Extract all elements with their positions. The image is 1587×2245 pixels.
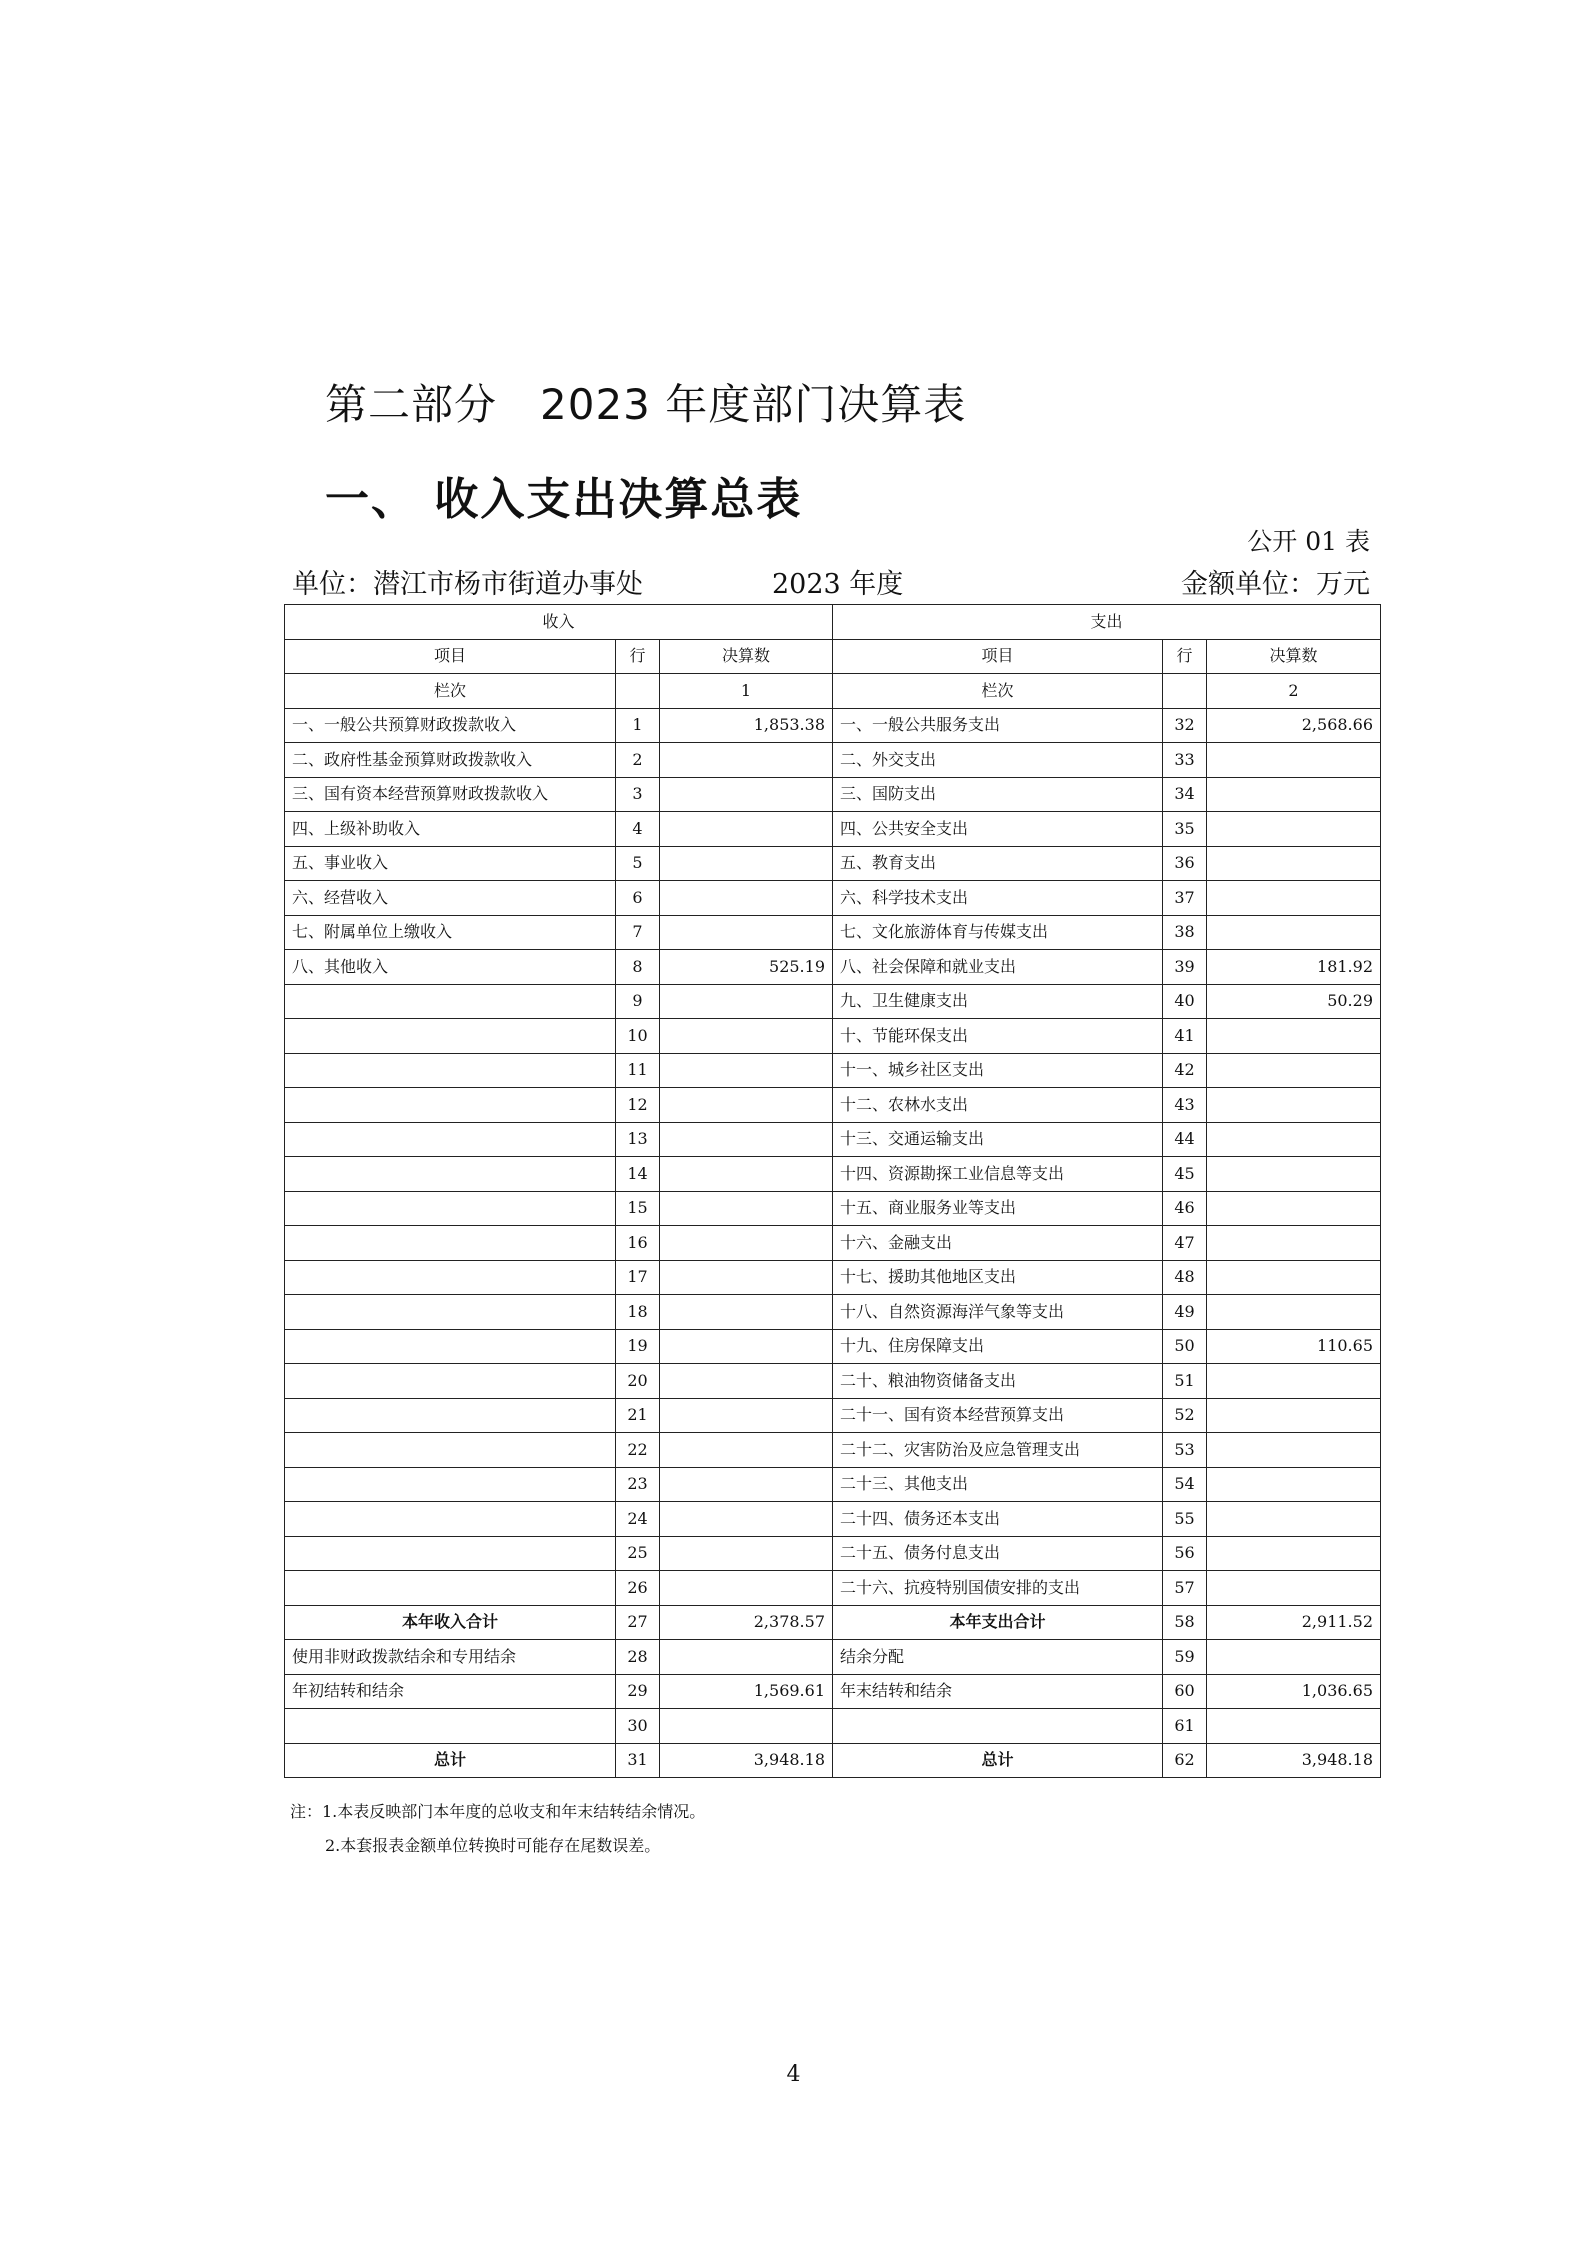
table-row — [285, 1019, 1381, 1054]
note-2: 2.本套报表金额单位转换时可能存在尾数误差。 — [325, 1836, 661, 1855]
expense-amount-cell — [1207, 1260, 1381, 1295]
expense-amount-cell — [1207, 1433, 1381, 1468]
column-number-row — [285, 674, 1381, 709]
table-row — [285, 1502, 1381, 1537]
income-item-cell: 一、一般公共预算财政拨款收入 — [285, 708, 616, 743]
income-line-cell: 8 — [616, 950, 660, 985]
expense-line-cell: 55 — [1163, 1502, 1207, 1537]
expense-item-cell: 十二、农林水支出 — [833, 1088, 1163, 1123]
expense-line-cell: 50 — [1163, 1329, 1207, 1364]
expense-line-cell: 34 — [1163, 777, 1207, 812]
expense-line-header: 行 — [1163, 639, 1207, 674]
table-row — [285, 1157, 1381, 1192]
table-row — [285, 777, 1381, 812]
expense-item-cell: 十一、城乡社区支出 — [833, 1053, 1163, 1088]
expense-group-header: 支出 — [833, 605, 1381, 640]
table-row — [285, 1122, 1381, 1157]
income-item-cell — [285, 1260, 616, 1295]
expense-line-cell: 35 — [1163, 812, 1207, 847]
expense-item-cell: 二十五、债务付息支出 — [833, 1536, 1163, 1571]
income-amount-cell: 2,378.57 — [660, 1605, 833, 1640]
income-amount-cell — [660, 1157, 833, 1192]
table-row — [285, 1433, 1381, 1468]
expense-amount-cell: 110.65 — [1207, 1329, 1381, 1364]
income-amount-cell — [660, 1709, 833, 1744]
expense-line-cell: 37 — [1163, 881, 1207, 916]
expense-line-cell: 39 — [1163, 950, 1207, 985]
income-line-cell: 30 — [616, 1709, 660, 1744]
expense-item-cell: 十四、资源勘探工业信息等支出 — [833, 1157, 1163, 1192]
table-row — [285, 984, 1381, 1019]
income-amount-cell — [660, 1053, 833, 1088]
expense-amount-cell: 2,568.66 — [1207, 708, 1381, 743]
unit-label: 单位：潜江市杨市街道办事处 — [292, 569, 643, 600]
expense-amount-cell: 3,948.18 — [1207, 1743, 1381, 1778]
income-line-cell: 1 — [616, 708, 660, 743]
income-line-cell: 13 — [616, 1122, 660, 1157]
income-line-cell: 31 — [616, 1743, 660, 1778]
expense-line-cell: 58 — [1163, 1605, 1207, 1640]
table-row — [285, 1709, 1381, 1744]
expense-line-cell: 32 — [1163, 708, 1207, 743]
expense-amount-cell — [1207, 881, 1381, 916]
expense-amount-cell — [1207, 846, 1381, 881]
expense-amount-cell — [1207, 1191, 1381, 1226]
income-label-cell: 栏次 — [285, 674, 616, 709]
income-blank-cell — [616, 674, 660, 709]
expense-line-cell: 60 — [1163, 1674, 1207, 1709]
expense-line-cell: 57 — [1163, 1571, 1207, 1606]
expense-amount-cell — [1207, 777, 1381, 812]
expense-amount-cell — [1207, 743, 1381, 778]
income-amount-cell — [660, 1467, 833, 1502]
income-amount-cell — [660, 1571, 833, 1606]
income-item-cell — [285, 1329, 616, 1364]
expense-amount-cell — [1207, 1053, 1381, 1088]
table-row — [285, 1295, 1381, 1330]
expense-line-cell: 62 — [1163, 1743, 1207, 1778]
expense-amount-header: 决算数 — [1207, 639, 1381, 674]
expense-item-cell: 十八、自然资源海洋气象等支出 — [833, 1295, 1163, 1330]
expense-line-cell: 33 — [1163, 743, 1207, 778]
income-item-cell — [285, 1295, 616, 1330]
income-item-cell — [285, 1571, 616, 1606]
expense-item-cell: 四、公共安全支出 — [833, 812, 1163, 847]
income-line-cell: 2 — [616, 743, 660, 778]
income-amount-cell — [660, 812, 833, 847]
expense-item-cell — [833, 1709, 1163, 1744]
income-line-cell: 27 — [616, 1605, 660, 1640]
year-label: 2023 年度 — [772, 569, 904, 600]
expense-line-cell: 47 — [1163, 1226, 1207, 1261]
income-item-cell: 本年收入合计 — [285, 1605, 616, 1640]
expense-item-cell: 九、卫生健康支出 — [833, 984, 1163, 1019]
expense-line-cell: 46 — [1163, 1191, 1207, 1226]
income-item-cell: 二、政府性基金预算财政拨款收入 — [285, 743, 616, 778]
expense-item-cell: 年末结转和结余 — [833, 1674, 1163, 1709]
money-unit-label: 金额单位：万元 — [1181, 569, 1370, 600]
expense-item-cell: 二十、粮油物资储备支出 — [833, 1364, 1163, 1399]
income-group-header: 收入 — [285, 605, 833, 640]
expense-amount-cell — [1207, 1709, 1381, 1744]
income-item-cell — [285, 1053, 616, 1088]
table-row — [285, 1260, 1381, 1295]
expense-col-number: 2 — [1207, 674, 1381, 709]
income-amount-cell — [660, 881, 833, 916]
income-line-cell: 26 — [616, 1571, 660, 1606]
income-line-cell: 17 — [616, 1260, 660, 1295]
column-header-row — [285, 639, 1381, 674]
page-number: 4 — [786, 2062, 801, 2087]
expense-line-cell: 44 — [1163, 1122, 1207, 1157]
income-line-cell: 11 — [616, 1053, 660, 1088]
income-line-cell: 10 — [616, 1019, 660, 1054]
income-line-cell: 4 — [616, 812, 660, 847]
income-item-cell: 使用非财政拨款结余和专用结余 — [285, 1640, 616, 1675]
expense-amount-cell — [1207, 1157, 1381, 1192]
income-line-cell: 25 — [616, 1536, 660, 1571]
expense-amount-cell — [1207, 915, 1381, 950]
income-line-cell: 3 — [616, 777, 660, 812]
expense-amount-cell: 2,911.52 — [1207, 1605, 1381, 1640]
table-row — [285, 1743, 1381, 1778]
table-row — [285, 812, 1381, 847]
expense-line-cell: 61 — [1163, 1709, 1207, 1744]
expense-amount-cell — [1207, 1364, 1381, 1399]
expense-item-cell: 十三、交通运输支出 — [833, 1122, 1163, 1157]
income-amount-cell — [660, 1191, 833, 1226]
table-row — [285, 743, 1381, 778]
income-item-cell — [285, 1398, 616, 1433]
income-amount-header: 决算数 — [660, 639, 833, 674]
expense-label-cell: 栏次 — [833, 674, 1163, 709]
expense-amount-cell — [1207, 1226, 1381, 1261]
income-amount-cell — [660, 1019, 833, 1054]
table-row — [285, 1571, 1381, 1606]
table-row — [285, 708, 1381, 743]
income-line-cell: 23 — [616, 1467, 660, 1502]
income-amount-cell: 525.19 — [660, 950, 833, 985]
table-row — [285, 881, 1381, 916]
expense-item-cell: 二十六、抗疫特别国债安排的支出 — [833, 1571, 1163, 1606]
income-item-cell — [285, 1502, 616, 1537]
expense-item-cell: 三、国防支出 — [833, 777, 1163, 812]
income-item-cell — [285, 1226, 616, 1261]
income-amount-cell — [660, 1398, 833, 1433]
expense-amount-cell — [1207, 812, 1381, 847]
part-title: 第二部分 2023 年度部门决算表 — [325, 380, 967, 429]
expense-amount-cell: 1,036.65 — [1207, 1674, 1381, 1709]
expense-item-cell: 二十一、国有资本经营预算支出 — [833, 1398, 1163, 1433]
expense-amount-cell — [1207, 1467, 1381, 1502]
income-amount-cell — [660, 1088, 833, 1123]
income-item-cell — [285, 1122, 616, 1157]
expense-line-cell: 56 — [1163, 1536, 1207, 1571]
expense-amount-cell — [1207, 1122, 1381, 1157]
income-line-cell: 9 — [616, 984, 660, 1019]
expense-line-cell: 48 — [1163, 1260, 1207, 1295]
income-line-cell: 24 — [616, 1502, 660, 1537]
income-line-cell: 29 — [616, 1674, 660, 1709]
expense-line-cell: 59 — [1163, 1640, 1207, 1675]
income-item-cell: 四、上级补助收入 — [285, 812, 616, 847]
income-line-cell: 22 — [616, 1433, 660, 1468]
income-item-cell: 六、经营收入 — [285, 881, 616, 916]
expense-line-cell: 38 — [1163, 915, 1207, 950]
expense-item-cell: 七、文化旅游体育与传媒支出 — [833, 915, 1163, 950]
table-row — [285, 1536, 1381, 1571]
expense-line-cell: 54 — [1163, 1467, 1207, 1502]
income-amount-cell — [660, 743, 833, 778]
income-line-cell: 18 — [616, 1295, 660, 1330]
expense-item-cell: 十五、商业服务业等支出 — [833, 1191, 1163, 1226]
expense-item-cell: 结余分配 — [833, 1640, 1163, 1675]
expense-amount-cell — [1207, 1088, 1381, 1123]
income-item-cell — [285, 1364, 616, 1399]
table-row — [285, 1088, 1381, 1123]
expense-item-cell: 十六、金融支出 — [833, 1226, 1163, 1261]
income-item-cell: 三、国有资本经营预算财政拨款收入 — [285, 777, 616, 812]
table-row — [285, 846, 1381, 881]
income-item-cell — [285, 1019, 616, 1054]
income-item-cell — [285, 1536, 616, 1571]
income-item-cell: 七、附属单位上缴收入 — [285, 915, 616, 950]
note-1: 注：1.本表反映部门本年度的总收支和年末结转结余情况。 — [290, 1802, 706, 1821]
table-row — [285, 1191, 1381, 1226]
income-item-cell: 八、其他收入 — [285, 950, 616, 985]
expense-item-cell: 八、社会保障和就业支出 — [833, 950, 1163, 985]
section-title: 一、 收入支出决算总表 — [325, 474, 803, 525]
expense-amount-cell — [1207, 1640, 1381, 1675]
income-line-cell: 19 — [616, 1329, 660, 1364]
table-row — [285, 1398, 1381, 1433]
income-line-cell: 20 — [616, 1364, 660, 1399]
expense-line-cell: 49 — [1163, 1295, 1207, 1330]
income-line-cell: 5 — [616, 846, 660, 881]
expense-amount-cell: 181.92 — [1207, 950, 1381, 985]
income-item-cell — [285, 1433, 616, 1468]
notes — [290, 1795, 705, 1863]
table-row — [285, 950, 1381, 985]
expense-line-cell: 42 — [1163, 1053, 1207, 1088]
income-line-cell: 15 — [616, 1191, 660, 1226]
expense-item-header: 项目 — [833, 639, 1163, 674]
income-item-cell — [285, 1191, 616, 1226]
income-amount-cell — [660, 1226, 833, 1261]
table-row — [285, 1674, 1381, 1709]
expense-amount-cell — [1207, 1295, 1381, 1330]
income-amount-cell — [660, 1433, 833, 1468]
table-row — [285, 1364, 1381, 1399]
expense-line-cell: 45 — [1163, 1157, 1207, 1192]
table-row — [285, 1226, 1381, 1261]
income-amount-cell: 1,853.38 — [660, 708, 833, 743]
income-item-cell — [285, 984, 616, 1019]
income-amount-cell — [660, 1640, 833, 1675]
expense-line-cell: 40 — [1163, 984, 1207, 1019]
expense-line-cell: 36 — [1163, 846, 1207, 881]
income-amount-cell — [660, 777, 833, 812]
income-amount-cell — [660, 1295, 833, 1330]
expense-amount-cell — [1207, 1536, 1381, 1571]
income-item-cell: 年初结转和结余 — [285, 1674, 616, 1709]
income-item-cell: 总计 — [285, 1743, 616, 1778]
expense-amount-cell: 50.29 — [1207, 984, 1381, 1019]
income-item-cell: 五、事业收入 — [285, 846, 616, 881]
income-item-cell — [285, 1088, 616, 1123]
expense-line-cell: 51 — [1163, 1364, 1207, 1399]
income-amount-cell — [660, 1329, 833, 1364]
income-line-cell: 7 — [616, 915, 660, 950]
expense-amount-cell — [1207, 1398, 1381, 1433]
expense-item-cell: 十、节能环保支出 — [833, 1019, 1163, 1054]
income-col-number: 1 — [660, 674, 833, 709]
income-line-cell: 21 — [616, 1398, 660, 1433]
expense-item-cell: 二十三、其他支出 — [833, 1467, 1163, 1502]
table-row — [285, 1605, 1381, 1640]
expense-line-cell: 53 — [1163, 1433, 1207, 1468]
form-code: 公开 01 表 — [1247, 527, 1370, 556]
income-amount-cell — [660, 984, 833, 1019]
expense-item-cell: 十七、援助其他地区支出 — [833, 1260, 1163, 1295]
income-line-cell: 12 — [616, 1088, 660, 1123]
expense-item-cell: 二十二、灾害防治及应急管理支出 — [833, 1433, 1163, 1468]
income-line-header: 行 — [616, 639, 660, 674]
table-body — [285, 708, 1381, 1778]
table-row — [285, 1053, 1381, 1088]
income-amount-cell — [660, 1260, 833, 1295]
expense-line-cell: 43 — [1163, 1088, 1207, 1123]
income-item-cell — [285, 1709, 616, 1744]
table-row — [285, 1329, 1381, 1364]
table-row — [285, 1640, 1381, 1675]
expense-item-cell: 五、教育支出 — [833, 846, 1163, 881]
table-row — [285, 1467, 1381, 1502]
income-line-cell: 14 — [616, 1157, 660, 1192]
income-item-header: 项目 — [285, 639, 616, 674]
income-amount-cell — [660, 846, 833, 881]
group-header-row — [285, 605, 1381, 640]
expense-item-cell: 总计 — [833, 1743, 1163, 1778]
table-row — [285, 915, 1381, 950]
income-amount-cell: 1,569.61 — [660, 1674, 833, 1709]
expense-item-cell: 十九、住房保障支出 — [833, 1329, 1163, 1364]
expense-item-cell: 二、外交支出 — [833, 743, 1163, 778]
income-line-cell: 16 — [616, 1226, 660, 1261]
expense-item-cell: 本年支出合计 — [833, 1605, 1163, 1640]
expense-amount-cell — [1207, 1571, 1381, 1606]
expense-item-cell: 六、科学技术支出 — [833, 881, 1163, 916]
income-amount-cell — [660, 1536, 833, 1571]
expense-amount-cell — [1207, 1502, 1381, 1537]
income-amount-cell — [660, 915, 833, 950]
expense-blank-cell — [1163, 674, 1207, 709]
income-amount-cell: 3,948.18 — [660, 1743, 833, 1778]
expense-amount-cell — [1207, 1019, 1381, 1054]
income-line-cell: 28 — [616, 1640, 660, 1675]
unit-row — [292, 562, 1370, 598]
income-line-cell: 6 — [616, 881, 660, 916]
income-amount-cell — [660, 1502, 833, 1537]
income-expense-table — [284, 604, 1381, 1778]
expense-line-cell: 52 — [1163, 1398, 1207, 1433]
income-item-cell — [285, 1157, 616, 1192]
expense-item-cell: 二十四、债务还本支出 — [833, 1502, 1163, 1537]
income-item-cell — [285, 1467, 616, 1502]
income-amount-cell — [660, 1122, 833, 1157]
expense-item-cell: 一、一般公共服务支出 — [833, 708, 1163, 743]
income-amount-cell — [660, 1364, 833, 1399]
expense-line-cell: 41 — [1163, 1019, 1207, 1054]
